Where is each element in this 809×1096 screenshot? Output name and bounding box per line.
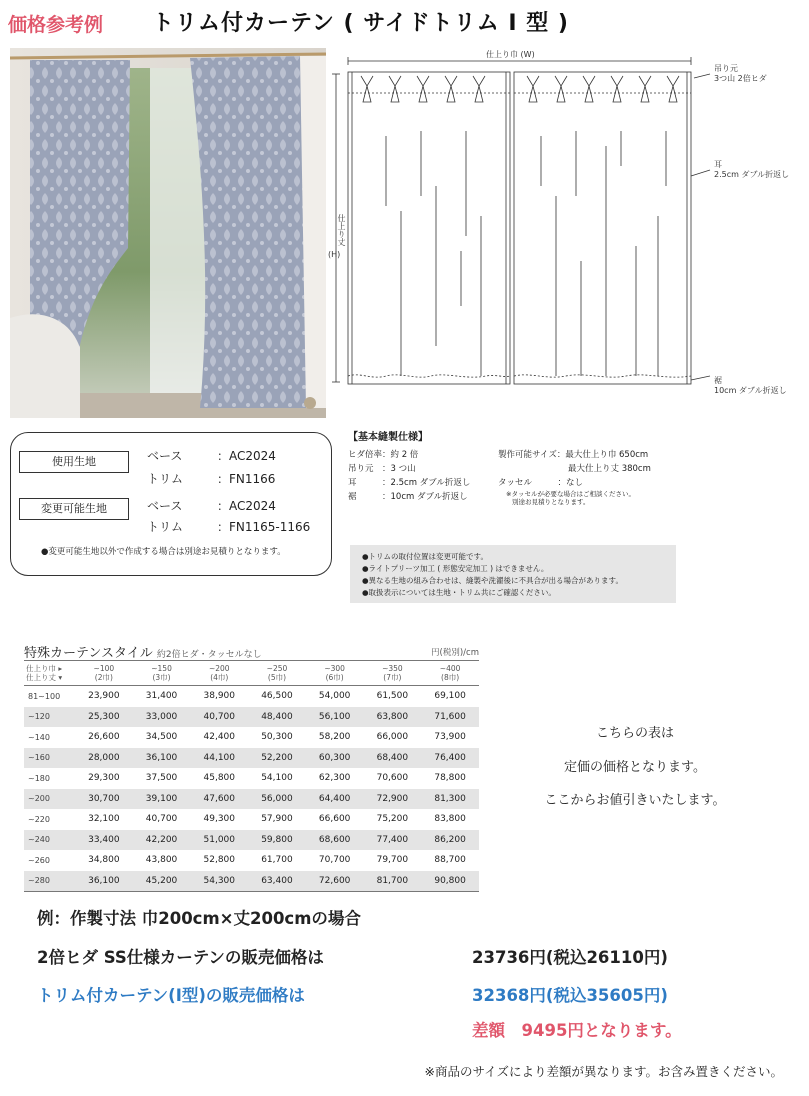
price-cell: 32,100: [88, 814, 120, 825]
table-row: [24, 830, 479, 851]
row-height-label: ~140: [28, 732, 50, 742]
curtain-photo-illustration: [10, 48, 326, 418]
price-cell: 64,400: [306, 789, 364, 810]
price-cell: 72,900: [364, 789, 422, 810]
note-item: ●ライトプリーツ加工 ( 形態安定加工 ) はできません。: [362, 564, 549, 573]
spec-ear: 耳 ：2.5cm ダブル折返し: [348, 478, 471, 488]
spec-tassel-note-2: 別途お見積りとなります。: [512, 498, 590, 506]
price-cell: 68,600: [306, 830, 364, 851]
used-base-key: ベース: [147, 449, 183, 463]
price-cell: 75,200: [376, 814, 409, 825]
fabric-note: ●変更可能生地以外で作成する場合は別途お見積りとなります。: [41, 547, 286, 557]
price-cell: 83,800: [434, 814, 466, 825]
spec-hem: 裾 ：10cm ダブル折返し: [348, 492, 468, 502]
price-cell: 54,000: [318, 691, 351, 702]
table-row: [24, 850, 479, 871]
price-cell: 42,200: [133, 830, 191, 851]
hem-label: 裾: [714, 376, 722, 385]
price-cell: 49,300: [203, 814, 235, 825]
price-cell: 30,700: [75, 789, 133, 810]
price-cell: 56,100: [306, 707, 364, 728]
price-table-header-row: [24, 661, 479, 686]
column-header: ~100 (2巾): [75, 661, 133, 686]
price-cell: 40,700: [190, 707, 248, 728]
side-note-3: ここからお値引きいたします。: [544, 793, 726, 808]
column-header: ~350 (7巾): [364, 661, 422, 686]
alt-fabric-label: 変更可能生地: [19, 498, 129, 520]
price-cell: 88,700: [434, 855, 466, 866]
price-cell: 58,200: [318, 732, 351, 743]
price-cell: 90,800: [421, 871, 479, 892]
price-cell: 33,400: [75, 830, 133, 851]
row-height-label: ~220: [28, 814, 50, 824]
corner-height: 仕上り丈 ▾: [26, 673, 63, 682]
price-cell: 29,300: [88, 773, 120, 784]
reference-tag: 価格参考例: [8, 14, 104, 36]
example-heading: 例：作製寸法 巾200cm×丈200cmの場合: [37, 909, 361, 928]
row-height-label: ~260: [28, 855, 50, 865]
alt-trim-value: ：FN1165-1166: [217, 520, 311, 534]
price-cell: 61,500: [376, 691, 409, 702]
price-cell: 37,500: [145, 773, 178, 784]
alt-base-value: ：AC2024: [217, 499, 276, 513]
price-cell: 86,200: [421, 830, 479, 851]
row-height-label: ~120: [24, 707, 75, 728]
price-cell: 51,000: [190, 830, 248, 851]
table-row: [24, 686, 479, 707]
price-cell: 52,800: [203, 855, 235, 866]
price-cell: 79,700: [376, 855, 409, 866]
price-cell: 45,800: [203, 773, 235, 784]
price-cell: 63,800: [364, 707, 422, 728]
price-cell: 48,400: [248, 707, 306, 728]
price-cell: 23,900: [88, 691, 120, 702]
alt-base-key: ベース: [147, 499, 183, 513]
curtain-diagram-lines: [326, 46, 796, 416]
hook-detail: 3つ山 2倍ヒダ: [714, 74, 767, 83]
price-cell: 68,400: [364, 748, 422, 769]
price-cell: 33,000: [133, 707, 191, 728]
used-trim-key: トリム: [147, 472, 184, 486]
spec-hook: 吊り元 ：3 つ山: [348, 464, 416, 474]
price-cell: 72,600: [306, 871, 364, 892]
price-cell: 40,700: [145, 814, 178, 825]
spec-tassel: タッセル ：なし: [498, 478, 584, 488]
row-height-label: ~160: [24, 748, 75, 769]
price-cell: 66,000: [376, 732, 409, 743]
page-title: トリム付カーテン ( サイドトリム I 型 ): [152, 11, 569, 36]
hem-detail: 10cm ダブル折返し: [714, 386, 787, 395]
row-height-label: ~240: [24, 830, 75, 851]
curtain-photo: [10, 48, 326, 418]
height-label: 仕上り丈: [337, 214, 346, 246]
price-cell: 54,300: [190, 871, 248, 892]
table-row: [24, 809, 479, 830]
price-cell: 31,400: [145, 691, 178, 702]
side-note-2: 定価の価格となります。: [564, 760, 706, 775]
table-row: [24, 789, 479, 810]
spec-fold: ヒダ倍率：約 2 倍: [348, 450, 419, 460]
price-cell: 28,000: [75, 748, 133, 769]
spec-heading: 【基本縫製仕様】: [348, 432, 428, 443]
price-cell: 42,400: [203, 732, 235, 743]
row-height-label: 81~100: [28, 691, 61, 701]
column-header: ~150 (3巾): [133, 661, 191, 686]
used-base-value: ：AC2024: [217, 449, 276, 463]
row-height-label: ~280: [24, 871, 75, 892]
fabric-box: [10, 432, 332, 576]
price-cell: 26,600: [88, 732, 120, 743]
price-cell: 70,700: [318, 855, 351, 866]
ss-price-label: 2倍ヒダ SS仕様カーテンの販売価格は: [37, 948, 324, 967]
price-cell: 34,500: [145, 732, 178, 743]
note-item: ●異なる生地の組み合わせは、縫製や洗濯後に不具合が出る場合があります。: [362, 576, 623, 585]
price-cell: 73,900: [434, 732, 466, 743]
price-cell: 59,800: [248, 830, 306, 851]
price-cell: 62,300: [318, 773, 351, 784]
table-row: [24, 727, 479, 748]
price-cell: 34,800: [88, 855, 120, 866]
price-cell: 38,900: [203, 691, 235, 702]
price-cell: 63,400: [248, 871, 306, 892]
price-cell: 36,100: [75, 871, 133, 892]
side-note-1: こちらの表は: [595, 726, 674, 741]
ear-label: 耳: [714, 160, 722, 169]
row-height-label: ~180: [28, 773, 50, 783]
price-cell: 78,800: [434, 773, 466, 784]
column-header: ~300 (6巾): [306, 661, 364, 686]
price-table-subtitle: 約2倍ヒダ・タッセルなし: [156, 650, 262, 660]
footer-note: ※商品のサイズにより差額が異なります。お含み置きください。: [424, 1064, 783, 1079]
table-row: [24, 707, 479, 728]
table-row: [24, 748, 479, 769]
price-table-title: [24, 642, 262, 661]
spec-tassel-note-1: ※タッセルが必要な場合はご相談ください。: [506, 490, 635, 498]
price-cell: 76,400: [421, 748, 479, 769]
ss-price: 23736円(税込26110円): [472, 948, 668, 967]
price-cell: 81,700: [364, 871, 422, 892]
price-cell: 60,300: [306, 748, 364, 769]
curtain-diagram: [326, 46, 796, 416]
price-cell: 54,100: [261, 773, 293, 784]
price-cell: 56,000: [248, 789, 306, 810]
price-cell: 39,100: [133, 789, 191, 810]
notes-box: [350, 545, 676, 603]
used-fabric-label: 使用生地: [19, 451, 129, 473]
price-cell: 70,600: [376, 773, 409, 784]
price-cell: 57,900: [261, 814, 293, 825]
alt-trim-key: トリム: [147, 520, 184, 534]
price-cell: 44,100: [190, 748, 248, 769]
sewing-spec: [348, 428, 688, 528]
column-header: ~250 (5巾): [248, 661, 306, 686]
used-trim-value: ：FN1166: [217, 472, 276, 486]
price-cell: 66,600: [318, 814, 351, 825]
price-cell: 61,700: [261, 855, 293, 866]
trim-price-label: トリム付カーテン(I型)の販売価格は: [37, 986, 305, 1005]
price-cell: 36,100: [133, 748, 191, 769]
price-cell: 45,200: [133, 871, 191, 892]
price-cell: 25,300: [75, 707, 133, 728]
note-item: ●トリムの取付位置は変更可能です。: [362, 552, 488, 561]
price-table-body: [24, 686, 479, 892]
price-cell: 47,600: [190, 789, 248, 810]
ear-detail: 2.5cm ダブル折返し: [714, 170, 790, 179]
row-height-label: ~200: [24, 789, 75, 810]
price-difference: 差額 9495円となります。: [472, 1021, 682, 1040]
corner-width: 仕上り巾 ▸: [26, 664, 63, 673]
price-cell: 46,500: [261, 691, 293, 702]
price-cell: 43,800: [145, 855, 178, 866]
price-table-title-text: 特殊カーテンスタイル: [24, 646, 153, 661]
spec-size-1: 製作可能サイズ：最大仕上り巾 650cm: [498, 450, 649, 460]
price-table: [24, 660, 479, 892]
price-cell: 71,600: [421, 707, 479, 728]
hook-label: 吊り元: [714, 64, 738, 73]
price-cell: 52,200: [248, 748, 306, 769]
price-cell: 69,100: [434, 691, 466, 702]
note-item: ●取扱表示については生地・トリム共にご確認ください。: [362, 588, 556, 597]
column-header: ~400 (8巾): [421, 661, 479, 686]
price-cell: 77,400: [364, 830, 422, 851]
trim-price: 32368円(税込35605円): [472, 986, 668, 1005]
table-row: [24, 768, 479, 789]
column-header: ~200 (4巾): [190, 661, 248, 686]
table-row: [24, 871, 479, 892]
price-unit: 円(税別)/cm: [431, 648, 479, 658]
width-label: 仕上り巾 (W): [486, 50, 535, 59]
height-label-unit: (H): [328, 250, 341, 259]
corner-cell: [24, 661, 75, 686]
price-cell: 50,300: [261, 732, 293, 743]
spec-size-2: 最大仕上り丈 380cm: [568, 464, 651, 474]
price-cell: 81,300: [421, 789, 479, 810]
